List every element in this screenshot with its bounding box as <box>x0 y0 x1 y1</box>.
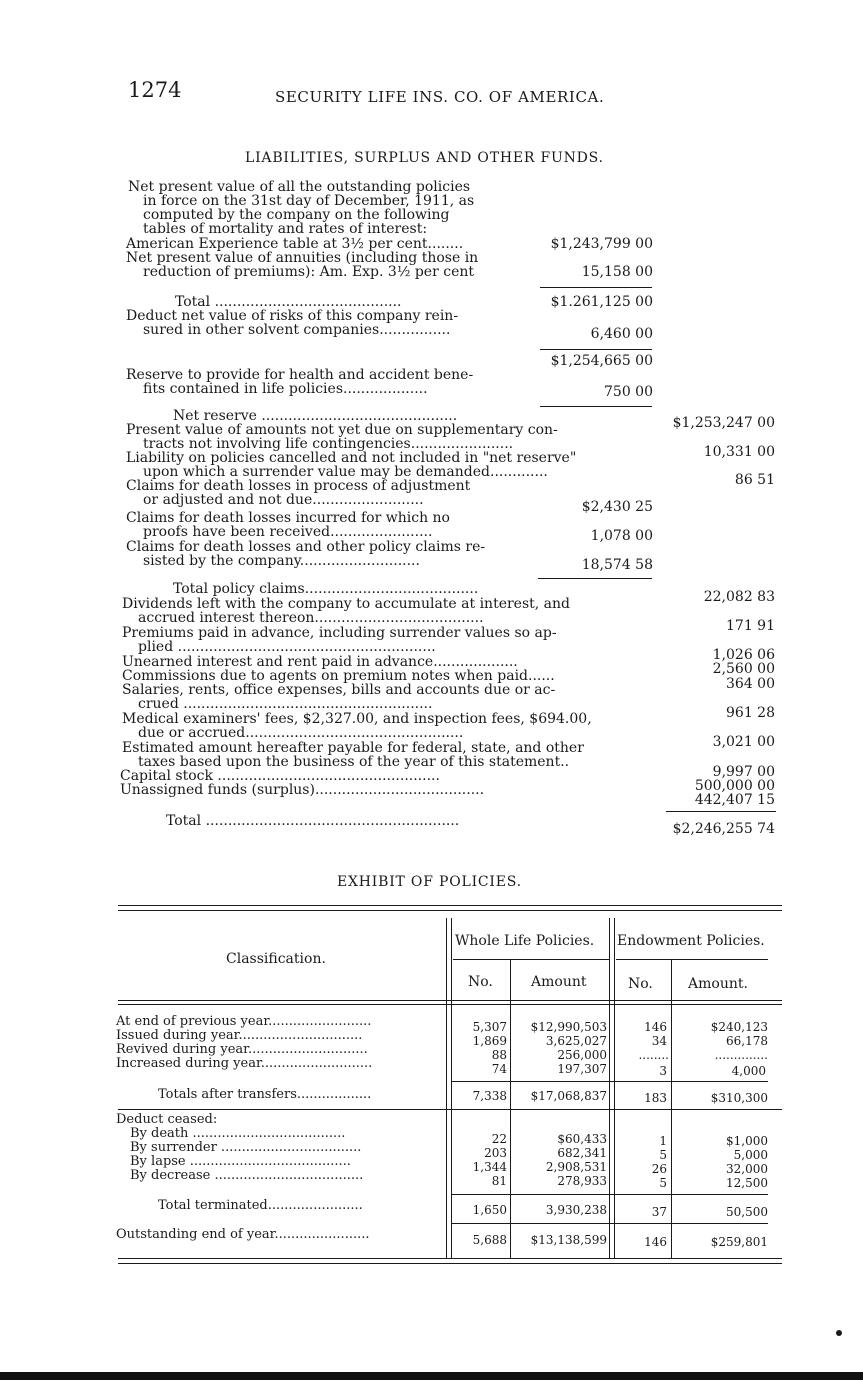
header-wl-amount: Amount <box>531 974 587 990</box>
cell-en-amount: 66,178 <box>726 1034 768 1048</box>
scan-edge <box>0 1372 863 1380</box>
row-label: By lapse ....................................... <box>130 1154 351 1169</box>
cell-wl-amount: $60,433 <box>557 1132 607 1146</box>
outer-value: 86 51 <box>734 472 775 488</box>
row-label: Revived during year............................. <box>116 1042 368 1057</box>
statement-line: Net reserve ............................................ <box>173 408 458 424</box>
cell-en-no: 5 <box>659 1148 667 1162</box>
column-rule <box>451 918 452 1258</box>
subtotal-rule <box>451 1223 768 1224</box>
cell-wl-no: 22 <box>491 1132 507 1146</box>
statement-line: plied .......................................................... <box>138 639 436 655</box>
cell-wl-amount: 2,908,531 <box>545 1160 607 1174</box>
statement-line: in force on the 31st day of December, 1911, as <box>143 193 475 209</box>
statement-line: Net present value of annuities (including those in <box>126 250 479 266</box>
outer-value: 364 00 <box>726 676 775 692</box>
header-bottom-rule <box>118 1004 782 1005</box>
outer-value: 500,000 00 <box>694 778 775 794</box>
column-rule <box>540 406 652 407</box>
cell-en-amount: .............. <box>714 1048 768 1062</box>
cell-wl-amount: 256,000 <box>557 1048 607 1062</box>
column-rule <box>540 349 652 350</box>
outer-value: 3,021 00 <box>712 734 775 750</box>
cell-en-amount: 4,000 <box>731 1064 766 1078</box>
outer-value: 9,997 00 <box>712 764 775 780</box>
inner-value: 18,574 58 <box>581 557 653 573</box>
header-endowment: Endowment Policies. <box>617 933 765 949</box>
statement-line: Dividends left with the company to accumulate at interest, and <box>122 596 570 612</box>
cell-wl-no: 5,688 <box>472 1233 507 1247</box>
statement-line: fits contained in life policies................... <box>143 381 428 397</box>
subtotal-rule <box>451 1194 768 1195</box>
cell-wl-no: 81 <box>491 1174 507 1188</box>
inner-value: 15,158 00 <box>581 264 653 280</box>
statement-line: Total policy claims....................................... <box>173 581 479 597</box>
cell-en-amount: 50,500 <box>726 1205 768 1219</box>
statement-line: computed by the company on the following <box>143 207 450 223</box>
cell-en-amount: $310,300 <box>710 1091 768 1105</box>
cell-wl-no: 203 <box>484 1146 507 1160</box>
outer-value: 2,560 00 <box>712 661 775 677</box>
cell-wl-amount: 682,341 <box>557 1146 607 1160</box>
table-top-rule <box>118 910 782 911</box>
header-bottom-rule <box>118 1000 782 1001</box>
header-en-no: No. <box>628 976 653 992</box>
statement-line: Claims for death losses and other policy claims re- <box>126 539 486 555</box>
cell-wl-no: 74 <box>491 1062 507 1076</box>
statement-line: accrued interest thereon...................................... <box>138 610 484 626</box>
outer-value: $1,253,247 00 <box>672 415 775 431</box>
statement-line: Total ......................................................... <box>166 813 460 829</box>
table-bottom-rule <box>118 1258 782 1259</box>
liabilities-title: LIABILITIES, SURPLUS AND OTHER FUNDS. <box>245 150 604 166</box>
header-rule <box>453 959 609 960</box>
cell-en-amount: 5,000 <box>733 1148 768 1162</box>
statement-line: or adjusted and not due......................... <box>143 492 424 508</box>
row-label: Totals after transfers.................. <box>158 1087 372 1102</box>
statement-line: taxes based upon the business of the year of this statement.. <box>138 754 570 770</box>
inner-value: $1,254,665 00 <box>550 353 653 369</box>
exhibit-title: EXHIBIT OF POLICIES. <box>337 874 522 890</box>
statement-line: sisted by the company........................... <box>143 553 420 569</box>
cell-en-amount: 12,500 <box>726 1176 768 1190</box>
outer-value: 442,407 15 <box>694 792 775 808</box>
statement-line: Salaries, rents, office expenses, bills and accounts due or ac- <box>122 682 556 698</box>
statement-line: Estimated amount hereafter payable for federal, state, and other <box>122 740 584 756</box>
outer-value: 22,082 83 <box>703 589 775 605</box>
statement-line: due or accrued................................................. <box>138 725 464 741</box>
cell-en-amount: $240,123 <box>710 1020 768 1034</box>
cell-wl-amount: 278,933 <box>557 1174 607 1188</box>
cell-wl-amount: 3,930,238 <box>545 1203 607 1217</box>
cell-wl-amount: $17,068,837 <box>530 1089 607 1103</box>
cell-wl-amount: 197,307 <box>557 1062 607 1076</box>
row-label: At end of previous year......................... <box>116 1014 372 1029</box>
outer-value: 171 91 <box>726 618 775 634</box>
statement-line: Claims for death losses incurred for which no <box>126 510 450 526</box>
row-label: Issued during year.............................. <box>116 1028 363 1043</box>
column-rule <box>666 811 776 812</box>
table-bottom-rule <box>118 1263 782 1264</box>
statement-line: Reserve to provide for health and accident bene- <box>126 367 474 383</box>
inner-value: 1,078 00 <box>590 528 653 544</box>
statement-line: upon which a surrender value may be demanded............. <box>143 464 548 480</box>
page-number: 1274 <box>128 78 182 102</box>
cell-en-no: ........ <box>638 1048 669 1062</box>
row-label: By surrender .................................. <box>130 1140 362 1155</box>
cell-en-no: 1 <box>659 1134 667 1148</box>
cell-en-no: 5 <box>659 1176 667 1190</box>
column-rule <box>609 918 610 1258</box>
statement-line: reduction of premiums): Am. Exp. 3½ per cent <box>143 264 475 280</box>
column-rule <box>538 578 652 579</box>
outer-value: 961 28 <box>726 705 775 721</box>
cell-en-no: 183 <box>644 1091 667 1105</box>
outer-value: 1,026 06 <box>712 647 775 663</box>
row-label: Outstanding end of year....................... <box>116 1227 370 1242</box>
statement-line: Unearned interest and rent paid in advance................... <box>122 654 518 670</box>
column-rule <box>446 918 447 1258</box>
cell-wl-no: 1,869 <box>472 1034 507 1048</box>
column-rule <box>614 918 615 1258</box>
cell-en-no: 37 <box>651 1205 667 1219</box>
running-title: SECURITY LIFE INS. CO. OF AMERICA. <box>275 88 605 106</box>
statement-line: Total .......................................... <box>175 294 402 310</box>
statement-line: Deduct net value of risks of this company rein- <box>126 308 459 324</box>
inner-value: $2,430 25 <box>581 499 653 515</box>
section-rule <box>118 1109 782 1110</box>
row-label: By death ..................................... <box>130 1126 346 1141</box>
header-rule <box>616 959 768 960</box>
statement-line: Liability on policies cancelled and not included in "net reserve" <box>126 450 577 466</box>
cell-en-no: 146 <box>644 1020 667 1034</box>
row-label: Deduct ceased: <box>116 1112 218 1127</box>
statement-line: Unassigned funds (surplus)...................................... <box>120 782 485 798</box>
header-wl-no: No. <box>468 974 493 990</box>
cell-en-no: 146 <box>644 1235 667 1249</box>
statement-line: American Experience table at 3½ per cent........ <box>126 236 464 252</box>
statement-line: tracts not involving life contingencies....................... <box>143 436 514 452</box>
statement-line: crued ........................................................ <box>138 696 433 712</box>
row-label: Total terminated....................... <box>158 1198 363 1213</box>
cell-wl-no: 5,307 <box>472 1020 507 1034</box>
cell-wl-no: 7,338 <box>472 1089 507 1103</box>
row-label: By decrease .................................... <box>130 1168 364 1183</box>
cell-wl-amount: $13,138,599 <box>530 1233 607 1247</box>
statement-line: Net present value of all the outstanding policies <box>128 179 471 195</box>
column-rule <box>540 287 652 288</box>
ink-speck <box>836 1330 842 1336</box>
cell-wl-no: 1,344 <box>472 1160 507 1174</box>
statement-line: Medical examiners' fees, $2,327.00, and inspection fees, $694.00, <box>122 711 592 727</box>
inner-value: 6,460 00 <box>590 326 653 342</box>
grand-total-value: $2,246,255 74 <box>672 821 775 837</box>
cell-en-no: 26 <box>651 1162 667 1176</box>
inner-value: 750 00 <box>604 384 653 400</box>
cell-wl-no: 1,650 <box>472 1203 507 1217</box>
outer-value: 10,331 00 <box>703 444 775 460</box>
cell-en-amount: 32,000 <box>726 1162 768 1176</box>
subtotal-rule <box>451 1081 768 1082</box>
table-top-rule <box>118 905 782 906</box>
cell-wl-no: 88 <box>491 1048 507 1062</box>
statement-line: sured in other solvent companies................ <box>143 322 451 338</box>
statement-line: Premiums paid in advance, including surrender values so ap- <box>122 625 557 641</box>
statement-line: proofs have been received....................... <box>143 524 433 540</box>
statement-line: tables of mortality and rates of interest: <box>143 221 428 237</box>
statement-line: Commissions due to agents on premium notes when paid...... <box>122 668 555 684</box>
header-whole-life: Whole Life Policies. <box>455 933 595 949</box>
row-label: Increased during year........................... <box>116 1056 373 1071</box>
header-classification: Classification. <box>226 951 326 967</box>
cell-en-no: 34 <box>651 1034 667 1048</box>
statement-line: Present value of amounts not yet due on supplementary con- <box>126 422 558 438</box>
cell-wl-amount: 3,625,027 <box>545 1034 607 1048</box>
cell-en-no: 3 <box>659 1064 667 1078</box>
statement-line: Capital stock .................................................. <box>120 768 440 784</box>
cell-en-amount: $259,801 <box>710 1235 768 1249</box>
inner-value: $1,243,799 00 <box>550 236 653 252</box>
statement-line: Claims for death losses in process of adjustment <box>126 478 471 494</box>
header-en-amount: Amount. <box>688 976 748 992</box>
cell-en-amount: $1,000 <box>726 1134 768 1148</box>
cell-wl-amount: $12,990,503 <box>530 1020 607 1034</box>
inner-value: $1.261,125 00 <box>550 294 653 310</box>
